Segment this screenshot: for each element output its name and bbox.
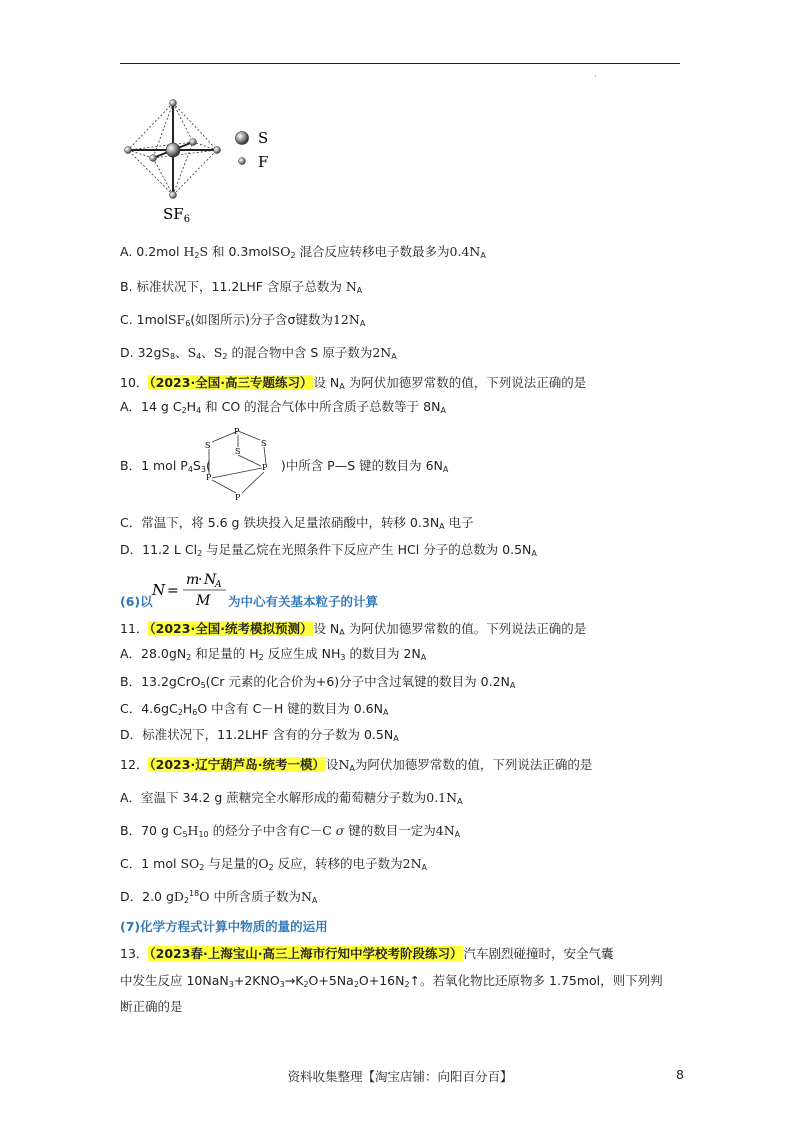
legend-f-label: F: [258, 153, 269, 171]
svg-text:N: N: [204, 572, 217, 588]
q9-option-d: D. $32gS_8$、$S_4$、$S_2$ 的混合物中含 S 原子数为$2N_A$: [120, 345, 397, 361]
q12-source-tag: （2023·辽宁葫芦岛·统考一模）: [149, 757, 325, 772]
q12-option-c: C．1 mol $SO_2$ 与足量的$O_2$ 反应，转移的电子数为$2N_A$: [120, 856, 428, 872]
svg-text:A: A: [215, 580, 222, 590]
q11-option-a: A．$28.0gN_2$ 和足量的 $H_2$ 反应生成 $NH_3$ 的数目为 $2N_A$: [120, 646, 427, 662]
svg-text:S: S: [261, 439, 267, 448]
legend-s-label: S: [258, 129, 269, 147]
q11-option-d: D．标准状况下，11.2LHF 含有的分子数为 $0.5N_A$: [120, 727, 399, 743]
q13-stem-line2: 中发生反应 $10NaN_3+2KNO_3\to K_2O+5Na_2O+16N_2↑$。若氧化物比还原物多 1.75mol，则下列判: [120, 973, 663, 989]
svg-text:·: ·: [198, 572, 203, 588]
svg-text:=: =: [167, 583, 179, 599]
q10-source-tag: （2023·全国·高三专题练习）: [149, 375, 313, 390]
svg-text:m: m: [186, 572, 200, 588]
q13-stem-line3: 断正确的是: [120, 999, 183, 1014]
svg-text:P: P: [235, 493, 241, 502]
q10-option-d: D．11.2 L $Cl_2$ 与足量乙烷在光照条件下反应产生 HCl 分子的总数为 $0.5N_A$: [120, 542, 537, 558]
q12-option-d: D．2.0 $gD_2^{18}O$ 中所含质子数为$N_A$: [120, 889, 318, 905]
svg-text:M: M: [196, 593, 211, 609]
q12-option-a: A．室温下 34.2 g 蔗糖完全水解形成的葡萄糖分子数为$0.1N_A$: [120, 790, 463, 806]
q13-stem-line1: 13．（2023春·上海宝山·高三上海市行知中学校考阶段练习）汽车剧烈碰撞时，安全气囊: [120, 946, 614, 961]
footer-text: 资料收集整理【淘宝店铺：向阳百分百】: [287, 1069, 513, 1084]
q11-stem: 11．（2023·全国·统考模拟预测）设 $N_A$ 为阿伏加德罗常数的值。下列说法正确的是: [120, 621, 587, 637]
svg-text:P: P: [262, 463, 268, 472]
svg-text:N: N: [152, 581, 166, 599]
q12-stem: 12．（2023·辽宁葫芦岛·统考一模）设$N_A$为阿伏加德罗常数的值，下列说法正确的是: [120, 757, 593, 773]
svg-text:S: S: [205, 441, 211, 450]
section-6-prefix: (6)以: [120, 594, 153, 609]
q11-source-tag: （2023·全国·统考模拟预测）: [149, 621, 313, 636]
svg-text:P: P: [234, 427, 240, 436]
sf6-structure-figure: [120, 95, 290, 225]
header-dot: ·: [594, 72, 597, 81]
sf6-label: $SF_6$: [163, 205, 191, 225]
section-7-title: (7)化学方程式计算中物质的量的运用: [120, 919, 328, 934]
q10-option-c: C．常温下，将 5.6 g 铁块投入足量浓硝酸中，转移 $0.3N_A$ 电子: [120, 515, 474, 531]
q9-option-b: B. 标准状况下，11.2LHF 含原子总数为 $N_A$: [120, 279, 363, 295]
q13-source-tag: （2023春·上海宝山·高三上海市行知中学校考阶段练习）: [149, 946, 463, 961]
svg-text:P: P: [206, 473, 212, 482]
q11-option-b: B．13.2gCrO$_5$(Cr 元素的化合价为+6)分子中含过氧键的数目为 $0.2N_A$: [120, 674, 516, 690]
section-6-title: 为中心有关基本粒子的计算: [228, 594, 379, 609]
q10-stem: 10．（2023·全国·高三专题练习）设 $N_A$ 为阿伏加德罗常数的值，下列说法正确的是: [120, 375, 587, 391]
q12-option-b: B．70 g $C_5H_{10}$ 的烃分子中含有C－C σ 键的数目一定为$4N_A$: [120, 823, 461, 839]
page-number: 8: [676, 1067, 684, 1082]
section-6-formula: [150, 568, 230, 610]
header-rule: [120, 63, 680, 64]
q11-option-c: C．$4.6gC_2H_6O$ 中含有 C－H 键的数目为 $0.6N_A$: [120, 701, 389, 717]
q10-option-a: A．14 g $C_2H_4$ 和 CO 的混合气体中所含质子总数等于 $8N_A$: [120, 399, 446, 415]
svg-text:S: S: [235, 447, 241, 456]
q9-option-a: A. 0.2mol $H_2S$ 和 0.3molSO$_2$ 混合反应转移电子数最多为$0.4N_A$: [120, 244, 486, 260]
q10-option-b: B．1 mol $P_4S_3$( )中所含 P—S 键的数目为 $6N_A$: [120, 458, 449, 474]
p4s3-structure-figure: [198, 422, 278, 504]
q9-option-c: C. 1molSF$_6$(如图所示)分子含σ键数为$12N_A$: [120, 312, 366, 328]
